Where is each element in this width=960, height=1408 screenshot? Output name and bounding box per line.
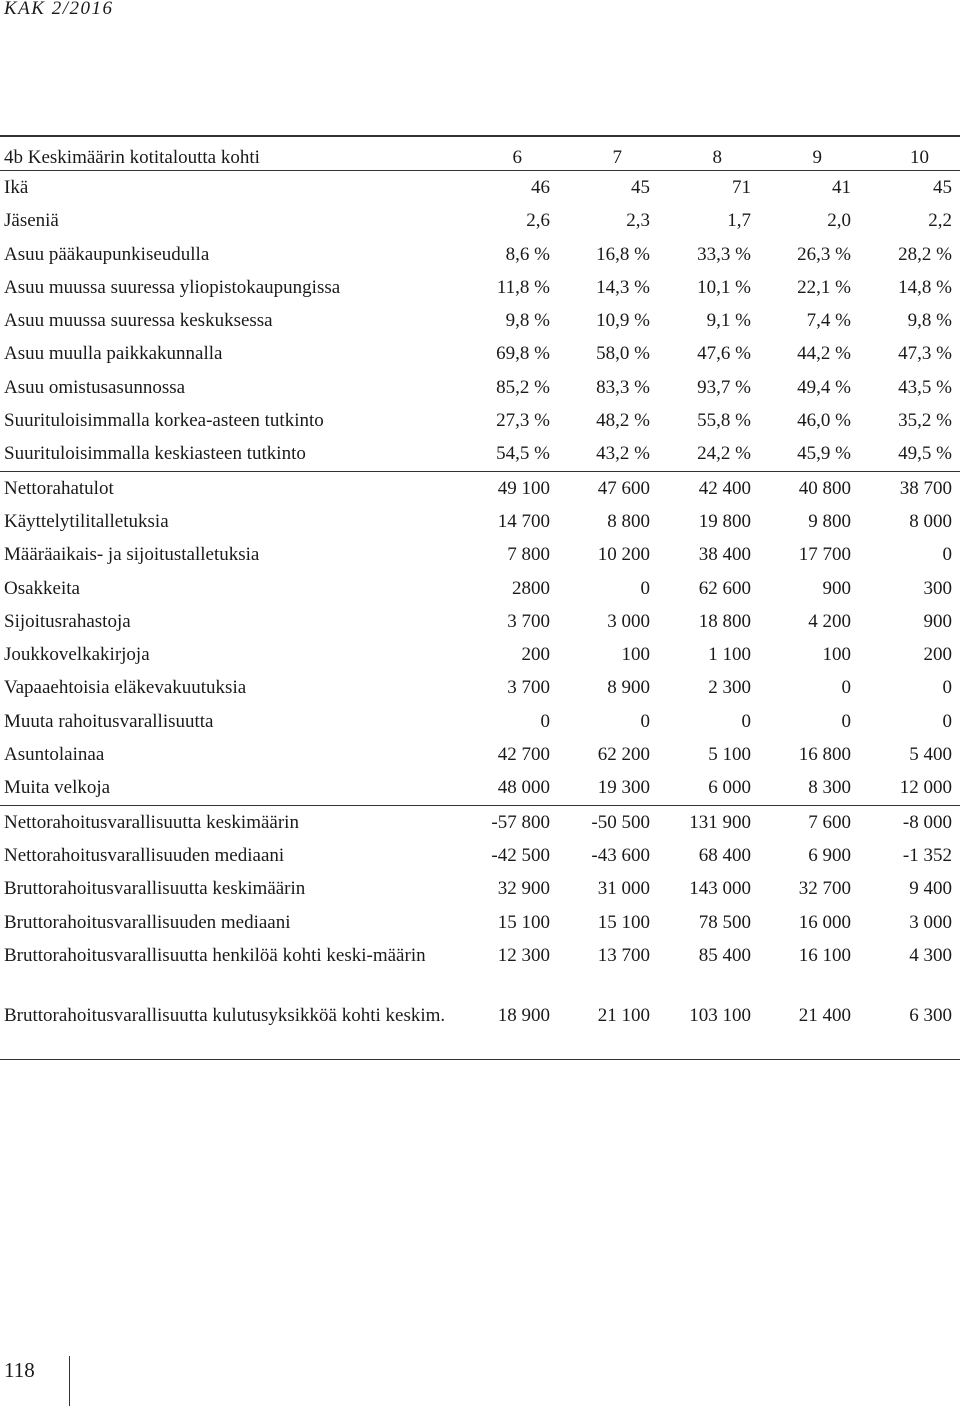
table-cell: -1 352 <box>902 844 952 866</box>
table-cell: -57 800 <box>491 811 550 833</box>
table-cell: 21 100 <box>597 1004 650 1026</box>
table-cell: 4 200 <box>808 610 851 632</box>
table-row <box>0 472 960 505</box>
running-head: KAK 2/2016 <box>4 0 114 19</box>
table-cell: 49,5 % <box>898 443 952 465</box>
table-cell: 3 700 <box>507 610 550 632</box>
table-cell: 31 000 <box>597 878 650 900</box>
table-cell: 38 700 <box>899 477 952 499</box>
table-cell: 78 500 <box>698 911 751 933</box>
table-cell: 15 100 <box>597 911 650 933</box>
table-cell: 35,2 % <box>898 410 952 432</box>
row-label: Käyttelytilitalletuksia <box>4 510 169 532</box>
table-row <box>0 304 960 337</box>
row-label: Muita velkoja <box>4 777 111 799</box>
table-cell: 42 400 <box>698 477 751 499</box>
table-cell: 12 300 <box>497 944 550 966</box>
column-header: 6 <box>512 147 522 168</box>
table-cell: 6 000 <box>708 777 751 799</box>
table-cell: 0 <box>741 710 751 732</box>
table-cell: 9,1 % <box>706 310 751 332</box>
table-cell: 900 <box>822 577 851 599</box>
table-row <box>0 572 960 605</box>
table-cell: 85,2 % <box>496 376 550 398</box>
table-cell: 2,6 <box>526 210 550 232</box>
table-cell: 46 <box>531 177 550 198</box>
table-row <box>0 906 960 939</box>
table-cell: 58,0 % <box>596 343 650 365</box>
table-cell: 18 900 <box>497 1004 550 1026</box>
table-cell: 14 700 <box>497 510 550 532</box>
table-row <box>0 638 960 671</box>
page-number-rule <box>69 1356 70 1406</box>
table-row <box>0 839 960 872</box>
table-cell: 3 000 <box>909 911 952 933</box>
table-cell: 5 400 <box>909 744 952 766</box>
table-cell: 71 <box>732 177 751 198</box>
table-cell: 0 <box>942 544 952 566</box>
table-cell: 7,4 % <box>806 310 851 332</box>
row-label: Suurituloisimmalla keskiasteen tutkinto <box>4 443 306 465</box>
table-cell: 17 700 <box>798 544 851 566</box>
table-cell: 3 700 <box>507 677 550 699</box>
table-cell: 48 000 <box>497 777 550 799</box>
table-row <box>0 671 960 704</box>
table-cell: 100 <box>621 644 650 666</box>
table-row <box>0 771 960 804</box>
table-row <box>0 271 960 304</box>
table-cell: 16 000 <box>798 911 851 933</box>
table-row <box>0 437 960 470</box>
group-rule <box>0 1059 960 1060</box>
row-label: Suurituloisimmalla korkea-asteen tutkinto <box>4 410 324 432</box>
table-row <box>0 605 960 638</box>
table-cell: 16 800 <box>798 744 851 766</box>
table-cell: 0 <box>942 677 952 699</box>
table-cell: 1 100 <box>708 644 751 666</box>
column-header: 7 <box>612 147 622 168</box>
row-label: Asuu muussa suuressa yliopistokaupungissa <box>4 276 341 298</box>
table-cell: 3 000 <box>607 610 650 632</box>
data-table <box>0 135 960 1060</box>
table-cell: 8 000 <box>909 510 952 532</box>
table-cell: 11,8 % <box>496 276 550 298</box>
row-label: Osakkeita <box>4 577 80 599</box>
row-label: Jäseniä <box>4 210 59 232</box>
table-cell: 7 600 <box>808 811 851 833</box>
table-cell: 62 200 <box>597 744 650 766</box>
table-cell: 16,8 % <box>596 243 650 265</box>
table-cell: 10 200 <box>597 544 650 566</box>
table-cell: 47,3 % <box>898 343 952 365</box>
row-label: Vapaaehtoisia eläkevakuutuksia <box>4 677 247 699</box>
row-label: Bruttorahoitusvarallisuutta kulutusyksikköä kohti keskim. <box>4 1004 446 1026</box>
table-cell: 15 100 <box>497 911 550 933</box>
table-cell: 49 100 <box>497 477 550 499</box>
table-cell: 1,7 <box>727 210 751 232</box>
row-label: Joukkovelkakirjoja <box>4 644 150 666</box>
table-row <box>0 204 960 237</box>
table-cell: 27,3 % <box>496 410 550 432</box>
table-row <box>0 238 960 271</box>
table-cell: 0 <box>942 710 952 732</box>
table-cell: 2,2 <box>928 210 952 232</box>
table-cell: 2,0 <box>827 210 851 232</box>
table-cell: 5 100 <box>708 744 751 766</box>
table-cell: 32 900 <box>497 878 550 900</box>
table-cell: 55,8 % <box>697 410 751 432</box>
table-cell: 32 700 <box>798 878 851 900</box>
table-row <box>0 806 960 839</box>
table-row <box>0 371 960 404</box>
table-cell: 83,3 % <box>596 376 650 398</box>
table-row <box>0 738 960 771</box>
table-cell: 68 400 <box>698 844 751 866</box>
table-cell: 103 100 <box>689 1004 751 1026</box>
table-cell: 26,3 % <box>797 243 851 265</box>
table-cell: 41 <box>832 177 851 198</box>
table-cell: 200 <box>521 644 550 666</box>
table-cell: -8 000 <box>902 811 952 833</box>
table-cell: -50 500 <box>591 811 650 833</box>
table-row <box>0 705 960 738</box>
table-cell: 43,2 % <box>596 443 650 465</box>
table-row <box>0 404 960 437</box>
table-cell: 47 600 <box>597 477 650 499</box>
table-row <box>0 337 960 370</box>
row-label: Bruttorahoitusvarallisuutta keskimäärin <box>4 878 306 900</box>
table-cell: 4 300 <box>909 944 952 966</box>
table-cell: 9 800 <box>808 510 851 532</box>
table-cell: 0 <box>540 710 550 732</box>
table-cell: 16 100 <box>798 944 851 966</box>
page-number: 118 <box>4 1358 35 1382</box>
table-cell: 8,6 % <box>505 243 550 265</box>
row-label: Nettorahoitusvarallisuutta keskimäärin <box>4 811 299 833</box>
table-header-row <box>0 137 960 170</box>
row-label: Ikä <box>4 177 29 198</box>
column-header: 9 <box>812 147 822 168</box>
table-cell: 0 <box>841 710 851 732</box>
table-cell: 9,8 % <box>907 310 952 332</box>
table-cell: 45 <box>933 177 952 198</box>
table-row <box>0 538 960 571</box>
table-cell: 45,9 % <box>797 443 851 465</box>
table-cell: 143 000 <box>689 878 751 900</box>
table-cell: 21 400 <box>798 1004 851 1026</box>
table-cell: 85 400 <box>698 944 751 966</box>
table-row <box>0 944 960 999</box>
table-cell: 19 300 <box>597 777 650 799</box>
table-cell: 54,5 % <box>496 443 550 465</box>
table-cell: -42 500 <box>491 844 550 866</box>
table-cell: 12 000 <box>899 777 952 799</box>
table-row <box>0 872 960 905</box>
table-header-label: 4b Keskimäärin kotitaloutta kohti <box>4 147 260 168</box>
row-label: Asuu muussa suuressa keskuksessa <box>4 310 273 332</box>
table-cell: 42 700 <box>497 744 550 766</box>
table-cell: 48,2 % <box>596 410 650 432</box>
table-cell: 46,0 % <box>797 410 851 432</box>
table-cell: 13 700 <box>597 944 650 966</box>
row-label: Sijoitusrahastoja <box>4 610 131 632</box>
row-label: Bruttorahoitusvarallisuuden mediaani <box>4 911 291 933</box>
table-cell: 2,3 <box>626 210 650 232</box>
table-cell: 44,2 % <box>797 343 851 365</box>
table-cell: 9,8 % <box>505 310 550 332</box>
table-cell: 22,1 % <box>797 276 851 298</box>
row-label: Asuntolainaa <box>4 744 105 766</box>
table-row <box>0 505 960 538</box>
row-label: Asuu pääkaupunkiseudulla <box>4 243 210 265</box>
row-label: Muuta rahoitusvarallisuutta <box>4 710 214 732</box>
table-cell: 47,6 % <box>697 343 751 365</box>
table-cell: -43 600 <box>591 844 650 866</box>
table-cell: 200 <box>923 644 952 666</box>
table-cell: 18 800 <box>698 610 751 632</box>
table-cell: 40 800 <box>798 477 851 499</box>
table-cell: 8 800 <box>607 510 650 532</box>
row-label: Määräaikais- ja sijoitustalletuksia <box>4 544 260 566</box>
row-label: Bruttorahoitusvarallisuutta henkilöä kohti keski-määrin <box>4 944 426 966</box>
table-cell: 19 800 <box>698 510 751 532</box>
table-cell: 9 400 <box>909 878 952 900</box>
table-cell: 28,2 % <box>898 243 952 265</box>
row-label: Asuu omistusasunnossa <box>4 376 186 398</box>
table-cell: 10,1 % <box>697 276 751 298</box>
table-row <box>0 1004 960 1059</box>
table-cell: 43,5 % <box>898 376 952 398</box>
table-cell: 38 400 <box>698 544 751 566</box>
table-cell: 45 <box>631 177 650 198</box>
row-label: Nettorahatulot <box>4 477 114 499</box>
table-cell: 100 <box>822 644 851 666</box>
table-cell: 24,2 % <box>697 443 751 465</box>
table-cell: 93,7 % <box>697 376 751 398</box>
table-row <box>0 171 960 204</box>
row-label: Asuu muulla paikkakunnalla <box>4 343 223 365</box>
table-cell: 300 <box>923 577 952 599</box>
table-cell: 14,8 % <box>898 276 952 298</box>
table-cell: 8 300 <box>808 777 851 799</box>
table-cell: 10,9 % <box>596 310 650 332</box>
table-cell: 0 <box>640 710 650 732</box>
table-cell: 69,8 % <box>496 343 550 365</box>
table-cell: 0 <box>640 577 650 599</box>
table-cell: 6 300 <box>909 1004 952 1026</box>
table-cell: 6 900 <box>808 844 851 866</box>
table-cell: 33,3 % <box>697 243 751 265</box>
table-cell: 49,4 % <box>797 376 851 398</box>
table-cell: 7 800 <box>507 544 550 566</box>
table-cell: 62 600 <box>698 577 751 599</box>
table-cell: 2800 <box>512 577 550 599</box>
column-header: 8 <box>712 147 722 168</box>
table-cell: 900 <box>923 610 952 632</box>
table-cell: 2 300 <box>708 677 751 699</box>
table-cell: 8 900 <box>607 677 650 699</box>
table-cell: 131 900 <box>689 811 751 833</box>
column-header: 10 <box>910 147 929 168</box>
table-cell: 14,3 % <box>596 276 650 298</box>
table-cell: 0 <box>841 677 851 699</box>
row-label: Nettorahoitusvarallisuuden mediaani <box>4 844 285 866</box>
